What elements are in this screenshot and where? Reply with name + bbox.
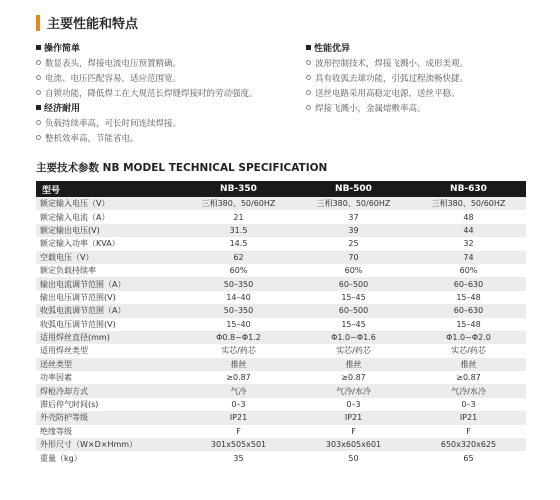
- param-name: 额定输入功率（KVA）: [36, 237, 181, 250]
- feature-item: [36, 85, 286, 100]
- feature-heading: [36, 100, 286, 115]
- param-value: 70: [296, 251, 411, 264]
- param-name: 额定输入电流（A）: [36, 210, 181, 223]
- param-value: 气冷: [181, 384, 296, 397]
- feature-heading-text: 经济耐用: [44, 104, 81, 114]
- param-value: ≥0.87: [296, 371, 411, 384]
- param-value: 14.5: [181, 237, 296, 250]
- param-value: 0–3: [181, 398, 296, 411]
- table-row: [36, 398, 526, 411]
- param-name: 额定负载持续率: [36, 264, 181, 277]
- param-value: 35: [181, 451, 296, 464]
- circle-bullet-icon: [36, 60, 41, 65]
- table-row: [36, 358, 526, 371]
- param-name: 绝缘等级: [36, 425, 181, 438]
- param-name: 功率因素: [36, 371, 181, 384]
- feature-item-text: 整机效率高，节能省电。: [45, 133, 139, 144]
- table-row: [36, 411, 526, 424]
- feature-item: [36, 55, 286, 70]
- param-name: 送丝类型: [36, 358, 181, 371]
- param-value: F: [181, 425, 296, 438]
- header-model-2: NB-500: [296, 181, 411, 197]
- table-row: [36, 210, 526, 223]
- features-left-column: [36, 40, 286, 145]
- param-value: 50–350: [181, 304, 296, 317]
- param-name: 收弧电压调节范围(V): [36, 318, 181, 331]
- param-name: 焊枪冷却方式: [36, 384, 181, 397]
- table-row: [36, 425, 526, 438]
- feature-item: [306, 85, 536, 100]
- spec-title: 主要技术参数 NB MODEL TECHNICAL SPECIFICATION: [36, 162, 328, 174]
- param-value: 15–40: [181, 318, 296, 331]
- param-value: 14–40: [181, 291, 296, 304]
- param-value: 303x605x601: [296, 438, 411, 451]
- table-row: [36, 371, 526, 384]
- param-name: 适用焊丝类型: [36, 344, 181, 357]
- param-value: 301x505x501: [181, 438, 296, 451]
- feature-item-text: 自锁功能，降低焊工在大规范长焊缝焊接时的劳动强度。: [45, 88, 258, 99]
- param-value: 三相380、50/60HZ: [411, 197, 526, 210]
- param-value: 15–45: [296, 318, 411, 331]
- param-value: 60%: [181, 264, 296, 277]
- param-value: 25: [296, 237, 411, 250]
- square-bullet-icon: [306, 45, 311, 50]
- header-model-3: NB-630: [411, 181, 526, 197]
- spec-header-row: [36, 181, 526, 197]
- circle-bullet-icon: [306, 105, 311, 110]
- circle-bullet-icon: [36, 135, 41, 140]
- param-value: 实芯/药芯: [296, 344, 411, 357]
- param-name: 外壳防护等级: [36, 411, 181, 424]
- circle-bullet-icon: [36, 90, 41, 95]
- param-value: F: [296, 425, 411, 438]
- feature-item-text: 具有收弧去球功能，引弧过程流畅快捷。: [315, 73, 469, 84]
- param-value: 60–630: [411, 304, 526, 317]
- page-title: 主要性能和特点: [47, 17, 139, 32]
- table-row: [36, 251, 526, 264]
- feature-item: [36, 130, 286, 145]
- param-value: 31.5: [181, 224, 296, 237]
- feature-item-text: 送丝电路采用高稳定电源，送丝平稳。: [315, 88, 460, 99]
- param-value: 60–630: [411, 277, 526, 290]
- table-row: [36, 331, 526, 344]
- param-value: 三相380、50/60HZ: [296, 197, 411, 210]
- param-name: 滞后停气时间(s): [36, 398, 181, 411]
- param-value: 44: [411, 224, 526, 237]
- param-value: F: [411, 425, 526, 438]
- param-value: 21: [181, 210, 296, 223]
- param-value: Φ1.0~Φ2.0: [411, 331, 526, 344]
- param-value: 气冷/水冷: [296, 384, 411, 397]
- header-model-label: 型号: [36, 181, 181, 197]
- feature-item: [36, 115, 286, 130]
- param-value: 60–500: [296, 304, 411, 317]
- header-model-1: NB-350: [181, 181, 296, 197]
- circle-bullet-icon: [306, 60, 311, 65]
- param-value: 15–48: [411, 318, 526, 331]
- table-row: [36, 318, 526, 331]
- table-row: [36, 384, 526, 397]
- param-value: 48: [411, 210, 526, 223]
- circle-bullet-icon: [36, 75, 41, 80]
- param-name: 额定输入电压（V）: [36, 197, 181, 210]
- param-value: 0–3: [296, 398, 411, 411]
- circle-bullet-icon: [36, 120, 41, 125]
- table-row: [36, 264, 526, 277]
- feature-item-text: 波形控制技术，焊接飞溅小、成形美观。: [315, 58, 469, 69]
- feature-heading-text: 性能优异: [314, 44, 351, 54]
- feature-item-text: 负载持续率高，可长时间连续焊接。: [45, 118, 182, 129]
- features-right-column: [306, 40, 536, 115]
- param-value: 气冷/水冷: [411, 384, 526, 397]
- table-row: [36, 438, 526, 451]
- spec-table: [36, 181, 526, 465]
- param-name: 重量（kg）: [36, 451, 181, 464]
- param-value: 60–500: [296, 277, 411, 290]
- param-name: 适用焊丝直径(mm): [36, 331, 181, 344]
- param-value: ≥0.87: [181, 371, 296, 384]
- feature-heading-text: 操作简单: [44, 44, 81, 54]
- param-name: 外形尺寸（W×D×Hmm）: [36, 438, 181, 451]
- param-value: 65: [411, 451, 526, 464]
- param-value: 50: [296, 451, 411, 464]
- param-value: Φ0.8~Φ1.2: [181, 331, 296, 344]
- param-name: 额定输出电压(V): [36, 224, 181, 237]
- section-header: [36, 13, 138, 32]
- param-value: 推丝: [181, 358, 296, 371]
- param-name: 空载电压（V）: [36, 251, 181, 264]
- feature-item: [306, 70, 536, 85]
- param-name: 输出电流调节范围（A）: [36, 277, 181, 290]
- square-bullet-icon: [36, 105, 41, 110]
- param-value: ≥0.87: [411, 371, 526, 384]
- param-value: 三相380、50/60HZ: [181, 197, 296, 210]
- feature-item: [306, 55, 536, 70]
- feature-item-text: 电流、电压匹配容易，适应范围宽。: [45, 73, 182, 84]
- feature-heading: [36, 40, 286, 55]
- feature-item: [36, 70, 286, 85]
- param-value: IP21: [181, 411, 296, 424]
- param-value: 15–45: [296, 291, 411, 304]
- circle-bullet-icon: [306, 75, 311, 80]
- table-row: [36, 277, 526, 290]
- feature-heading: [306, 40, 536, 55]
- feature-item-text: 数显表头，焊接电流电压预置精确。: [45, 58, 182, 69]
- param-value: 实芯/药芯: [181, 344, 296, 357]
- param-value: 推丝: [296, 358, 411, 371]
- param-name: 输出电压调节范围(V): [36, 291, 181, 304]
- param-value: IP21: [411, 411, 526, 424]
- param-name: 收弧电流调节范围（A）: [36, 304, 181, 317]
- param-value: 60%: [296, 264, 411, 277]
- param-value: 37: [296, 210, 411, 223]
- feature-item: [306, 100, 536, 115]
- table-row: [36, 451, 526, 464]
- param-value: 62: [181, 251, 296, 264]
- param-value: 39: [296, 224, 411, 237]
- square-bullet-icon: [36, 45, 41, 50]
- param-value: IP21: [296, 411, 411, 424]
- param-value: 推丝: [411, 358, 526, 371]
- param-value: 60%: [411, 264, 526, 277]
- table-row: [36, 197, 526, 210]
- param-value: 650x320x625: [411, 438, 526, 451]
- param-value: 50–350: [181, 277, 296, 290]
- feature-item-text: 焊接飞溅小，金属熔敷率高。: [315, 103, 426, 114]
- param-value: 实芯/药芯: [411, 344, 526, 357]
- circle-bullet-icon: [306, 90, 311, 95]
- table-row: [36, 344, 526, 357]
- param-value: 0–3: [411, 398, 526, 411]
- param-value: 15–48: [411, 291, 526, 304]
- table-row: [36, 237, 526, 250]
- table-row: [36, 291, 526, 304]
- param-value: 32: [411, 237, 526, 250]
- param-value: 74: [411, 251, 526, 264]
- header-accent-bar: [36, 15, 40, 31]
- param-value: Φ1.0~Φ1.6: [296, 331, 411, 344]
- table-row: [36, 304, 526, 317]
- table-row: [36, 224, 526, 237]
